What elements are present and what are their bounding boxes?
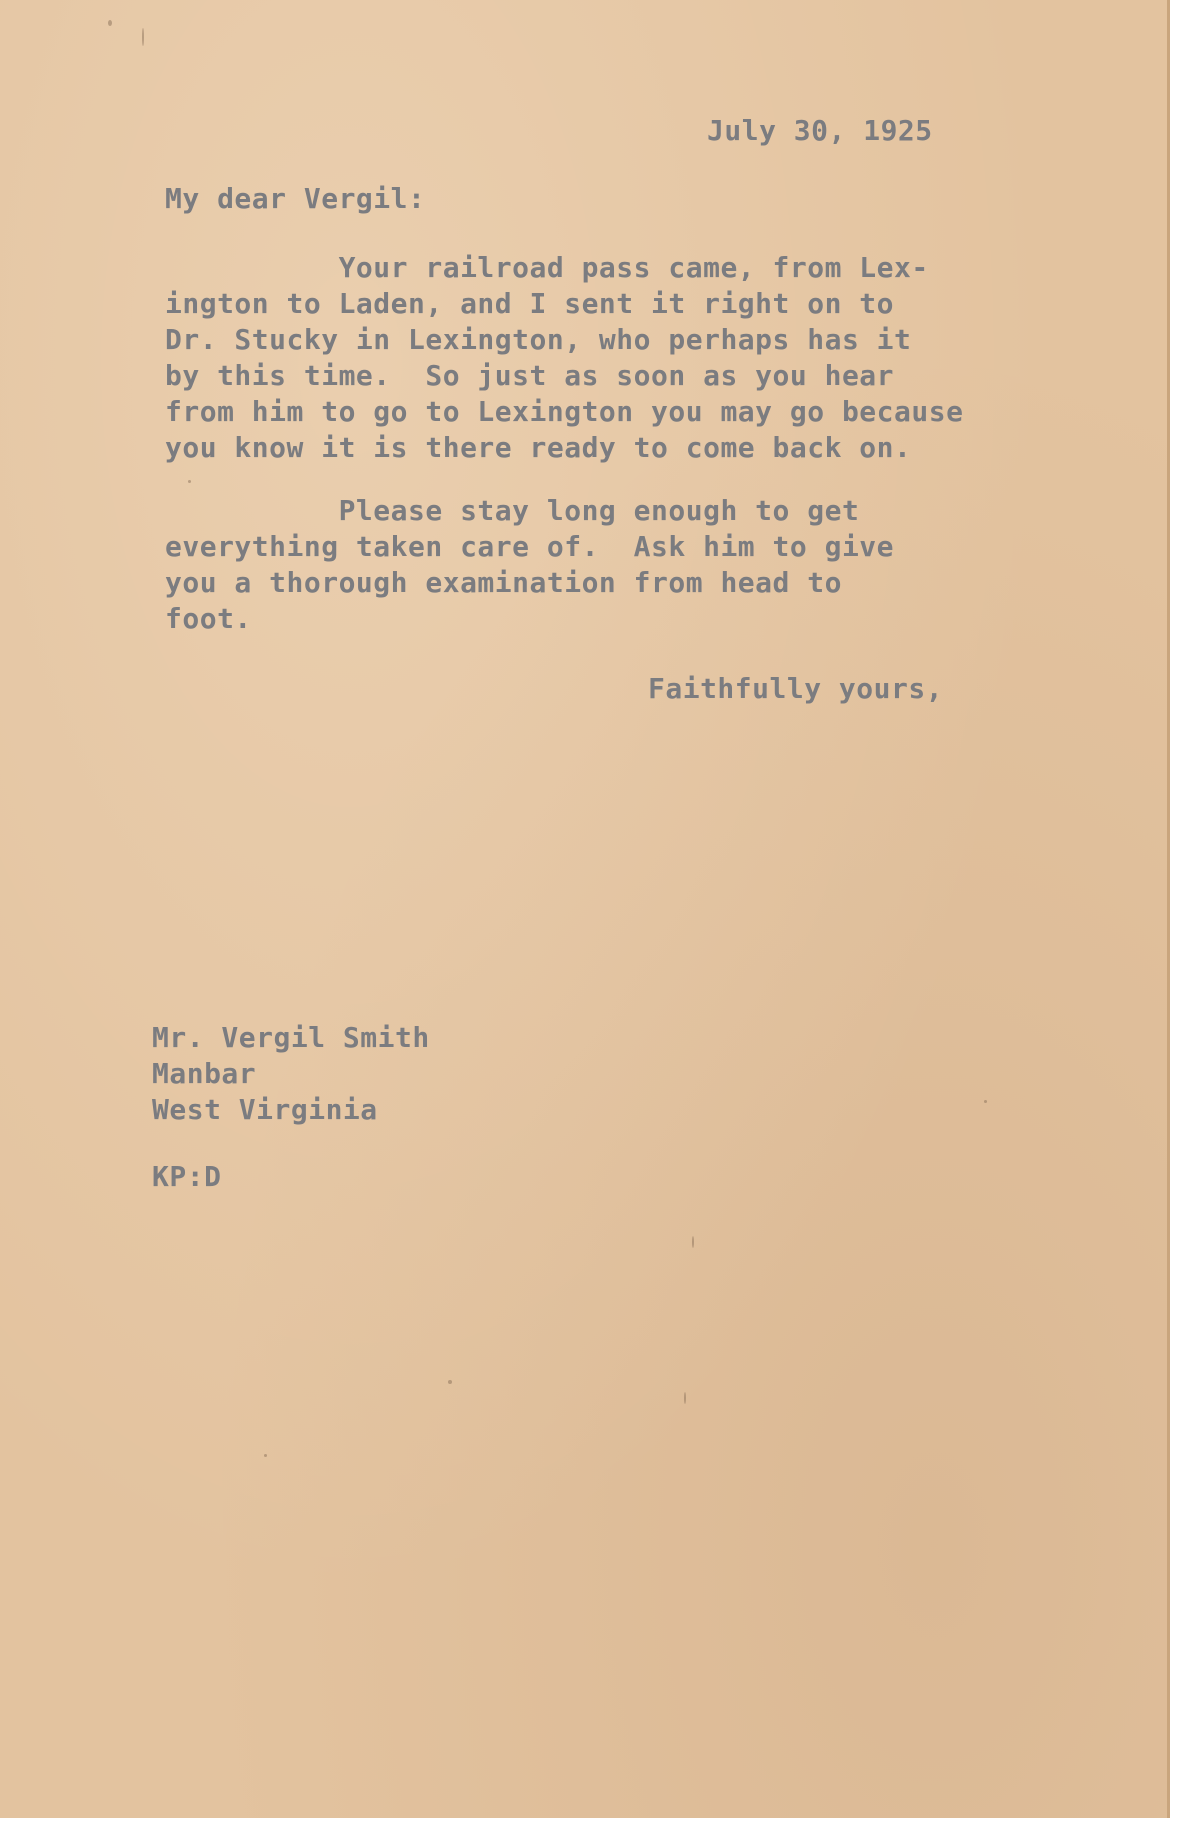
body-line: foot.	[165, 602, 252, 635]
body-line: Your railroad pass came, from Lex-	[165, 251, 929, 284]
paper-speck	[692, 1236, 694, 1248]
body-line: by this time. So just as soon as you hear	[165, 359, 895, 392]
reference-initials: KP:D	[152, 1160, 222, 1193]
recipient-name: Mr. Vergil Smith	[152, 1021, 430, 1054]
body-paragraph-1	[165, 250, 963, 466]
recipient-state: West Virginia	[152, 1093, 378, 1126]
body-line: Please stay long enough to get	[165, 494, 860, 527]
paper-speck	[142, 28, 144, 46]
body-line: from him to go to Lexington you may go because	[165, 395, 964, 428]
paper-speck	[448, 1380, 452, 1384]
letter-date: July 30, 1925	[707, 114, 933, 147]
paper-speck	[684, 1392, 686, 1404]
body-line: you a thorough examination from head to	[165, 566, 842, 599]
recipient-town: Manbar	[152, 1057, 257, 1090]
body-line: everything taken care of. Ask him to give	[165, 530, 895, 563]
paper-speck	[264, 1454, 267, 1457]
body-paragraph-2	[165, 493, 894, 637]
paper-speck	[188, 480, 191, 483]
paper-speck	[108, 20, 112, 26]
complimentary-closing: Faithfully yours,	[648, 672, 944, 705]
recipient-address	[152, 1020, 430, 1128]
body-line: Dr. Stucky in Lexington, who perhaps has it	[165, 323, 912, 356]
paper-speck	[984, 1100, 987, 1103]
body-line: ington to Laden, and I sent it right on to	[165, 287, 895, 320]
body-line: you know it is there ready to come back on.	[165, 431, 912, 464]
salutation: My dear Vergil:	[165, 182, 426, 215]
